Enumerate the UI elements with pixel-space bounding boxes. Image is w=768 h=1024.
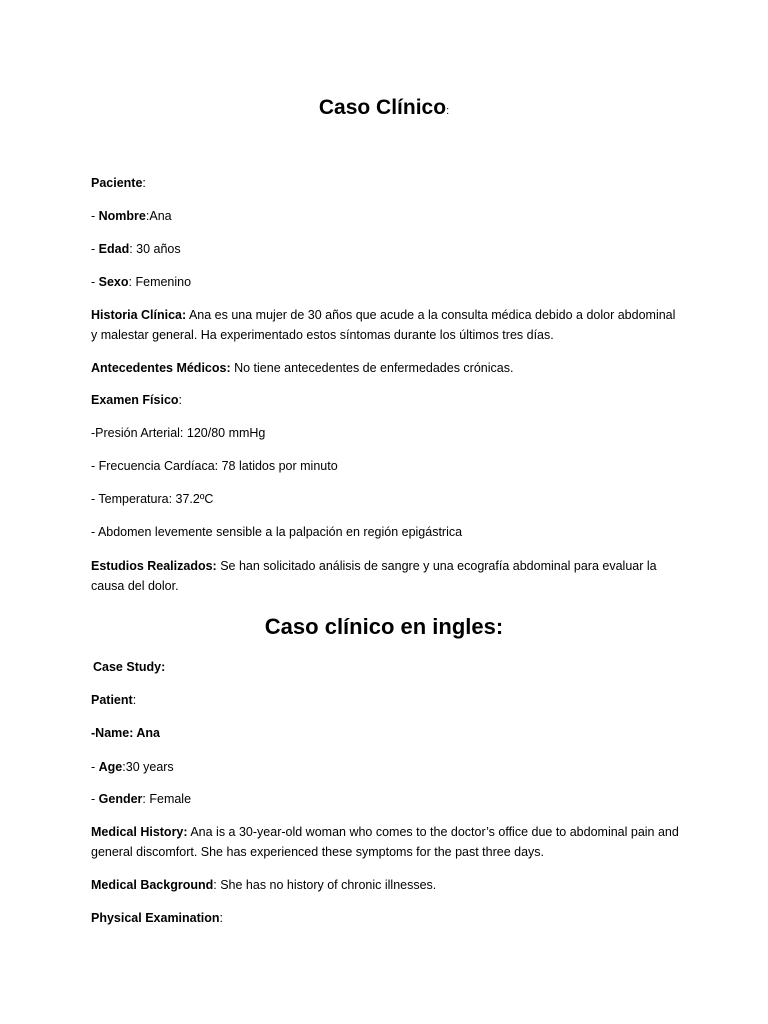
studies-text: Se han solicitado análisis de sangre y una ecografía abdominal para evaluar la causa del dolor.: [91, 559, 657, 593]
medical-background-line: [91, 358, 691, 378]
patient-label: Paciente: [91, 176, 143, 190]
gender-value-en: : Female: [142, 792, 192, 806]
physical-exam-colon: :: [178, 393, 183, 407]
medical-history-label-en: Medical History:: [91, 825, 188, 839]
sex-dash: -: [91, 275, 99, 289]
clinical-history-label: Historia Clínica:: [91, 308, 187, 322]
patient-label-en: Patient: [91, 693, 133, 707]
spanish-title-colon: :: [446, 105, 450, 117]
spanish-title-text: Caso Clínico: [318, 96, 447, 119]
medical-background-text-en: : She has no history of chronic illnesses.: [213, 878, 437, 892]
patient-heading-en: [91, 690, 691, 710]
age-dash: -: [91, 242, 99, 256]
age-value: : 30 años: [129, 242, 181, 256]
studies-label: Estudios Realizados:: [91, 559, 217, 573]
sex-label: Sexo: [98, 275, 129, 289]
name-value: Ana: [149, 209, 172, 223]
name-line: [91, 206, 691, 226]
sex-value: : Femenino: [128, 275, 192, 289]
physical-exam-label-en: Physical Examination: [91, 911, 220, 925]
clinical-history-text: Ana es una mujer de 30 años que acude a la consulta médica debido a dolor abdominal y malestar general. Ha experimentado estos síntomas durante los últimos tres días.: [91, 308, 676, 342]
age-label-en: Age: [98, 760, 123, 774]
patient-colon: :: [142, 176, 146, 190]
medical-history-text-en: Ana is a 30-year-old woman who comes to the doctor’s office due to abdominal pain and general discomfort. She has experienced these symptoms for the past three days.: [91, 825, 679, 859]
physical-exam-colon-en: :: [219, 911, 224, 925]
exam-item: -Presión Arterial: 120/80 mmHg: [91, 426, 266, 440]
gender-line-en: [91, 789, 691, 809]
medical-background-label-en: Medical Background: [91, 878, 214, 892]
medical-background-text: No tiene antecedentes de enfermedades crónicas.: [230, 361, 514, 375]
case-study-heading: [93, 657, 693, 677]
english-title: Caso clínico en ingles:: [264, 614, 504, 639]
patient-colon-en: :: [132, 693, 137, 707]
name-line-en: [91, 723, 691, 743]
medical-background-label: Antecedentes Médicos:: [91, 361, 231, 375]
physical-exam-label: Examen Físico: [91, 393, 179, 407]
exam-item: - Temperatura: 37.2ºC: [91, 492, 214, 506]
age-value-en: :30 years: [122, 760, 174, 774]
name-dash: -: [91, 209, 99, 223]
patient-heading: [91, 173, 691, 193]
name-colon: :: [145, 209, 150, 223]
age-dash-en: -: [91, 760, 99, 774]
medical-history-paragraph-en: [91, 822, 683, 862]
sex-line: [91, 272, 691, 292]
name-label: Nombre: [98, 209, 146, 223]
physical-exam-heading: [91, 390, 691, 410]
exam-item: - Frecuencia Cardíaca: 78 latidos por minuto: [91, 459, 338, 473]
name-label-en: -Name: Ana: [91, 726, 160, 740]
gender-label-en: Gender: [98, 792, 143, 806]
medical-background-line-en: [91, 875, 691, 895]
age-line-en: [91, 757, 691, 777]
spanish-title: [0, 96, 768, 120]
exam-item: - Abdomen levemente sensible a la palpación en región epigástrica: [91, 525, 463, 539]
case-study-label: Case Study:: [93, 660, 166, 674]
physical-exam-heading-en: [91, 908, 691, 928]
clinical-history-paragraph: [91, 305, 683, 345]
age-label: Edad: [98, 242, 130, 256]
age-line: [91, 239, 691, 259]
studies-paragraph: [91, 556, 683, 596]
gender-dash-en: -: [91, 792, 99, 806]
